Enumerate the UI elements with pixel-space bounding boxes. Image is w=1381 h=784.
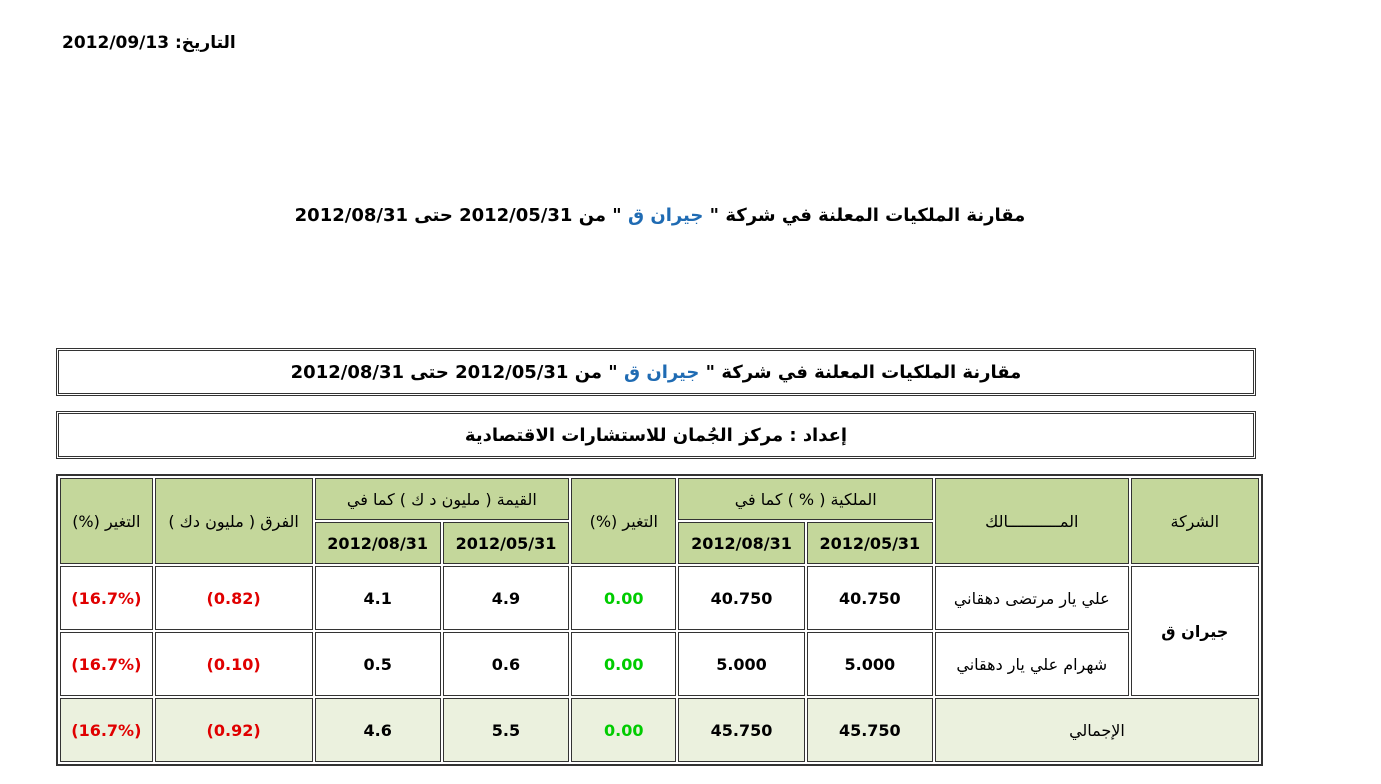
title-prefix: مقارنة الملكيات المعلنة في شركة " bbox=[709, 205, 1026, 226]
title-suffix: " من 2012/05/31 حتى 2012/08/31 bbox=[294, 205, 622, 226]
header-diff: الفرق ( مليون دك ) bbox=[155, 478, 313, 564]
value-date1-cell: 4.9 bbox=[443, 566, 569, 630]
owner-cell: شهرام علي يار دهقاني bbox=[935, 632, 1129, 696]
header-val-date1: 2012/05/31 bbox=[443, 522, 569, 564]
table-title-box bbox=[56, 348, 1256, 396]
value-change-cell: (16.7%) bbox=[60, 632, 153, 696]
total-ownership-change: 0.00 bbox=[571, 698, 676, 762]
header-own-date2: 2012/08/31 bbox=[678, 522, 804, 564]
total-value-date2: 4.6 bbox=[315, 698, 441, 762]
value-date1-cell: 0.6 bbox=[443, 632, 569, 696]
header-ownership-group: الملكية ( % ) كما في bbox=[678, 478, 933, 520]
total-ownership-date2: 45.750 bbox=[678, 698, 804, 762]
ownership-date1-cell: 5.000 bbox=[807, 632, 933, 696]
owner-cell: علي يار مرتضى دهقاني bbox=[935, 566, 1129, 630]
header-ownership-change: التغير (%) bbox=[571, 478, 676, 564]
total-label: الإجمالي bbox=[935, 698, 1259, 762]
header-company: الشركة bbox=[1131, 478, 1259, 564]
page-title bbox=[0, 205, 1320, 226]
table-row bbox=[60, 632, 1259, 696]
total-row bbox=[60, 698, 1259, 762]
total-value-change: (16.7%) bbox=[60, 698, 153, 762]
prepared-by: إعداد : مركز الجُمان للاستشارات الاقتصادية bbox=[464, 424, 848, 446]
ownership-table bbox=[56, 474, 1263, 766]
box-title-prefix: مقارنة الملكيات المعلنة في شركة " bbox=[705, 361, 1022, 383]
ownership-change-cell: 0.00 bbox=[571, 632, 676, 696]
ownership-date1-cell: 40.750 bbox=[807, 566, 933, 630]
report-date bbox=[62, 33, 236, 53]
value-date2-cell: 4.1 bbox=[315, 566, 441, 630]
prepared-by-box bbox=[56, 411, 1256, 459]
title-company: جيران ق bbox=[627, 205, 704, 226]
date-value: 2012/09/13 bbox=[62, 33, 170, 53]
total-diff: (0.92) bbox=[155, 698, 313, 762]
header-owner: المـــــــــــالك bbox=[935, 478, 1129, 564]
diff-cell: (0.10) bbox=[155, 632, 313, 696]
header-value-change: التغير (%) bbox=[60, 478, 153, 564]
header-val-date2: 2012/08/31 bbox=[315, 522, 441, 564]
company-name-cell: جيران ق bbox=[1131, 566, 1259, 696]
total-value-date1: 5.5 bbox=[443, 698, 569, 762]
header-own-date1: 2012/05/31 bbox=[807, 522, 933, 564]
box-title-suffix: " من 2012/05/31 حتى 2012/08/31 bbox=[290, 361, 618, 383]
box-title-company: جيران ق bbox=[623, 361, 700, 383]
date-label: التاريخ: bbox=[174, 33, 236, 53]
value-change-cell: (16.7%) bbox=[60, 566, 153, 630]
ownership-date2-cell: 5.000 bbox=[678, 632, 804, 696]
value-date2-cell: 0.5 bbox=[315, 632, 441, 696]
header-value-group: القيمة ( مليون د ك ) كما في bbox=[315, 478, 570, 520]
diff-cell: (0.82) bbox=[155, 566, 313, 630]
ownership-change-cell: 0.00 bbox=[571, 566, 676, 630]
total-ownership-date1: 45.750 bbox=[807, 698, 933, 762]
ownership-date2-cell: 40.750 bbox=[678, 566, 804, 630]
table-row bbox=[60, 566, 1259, 630]
